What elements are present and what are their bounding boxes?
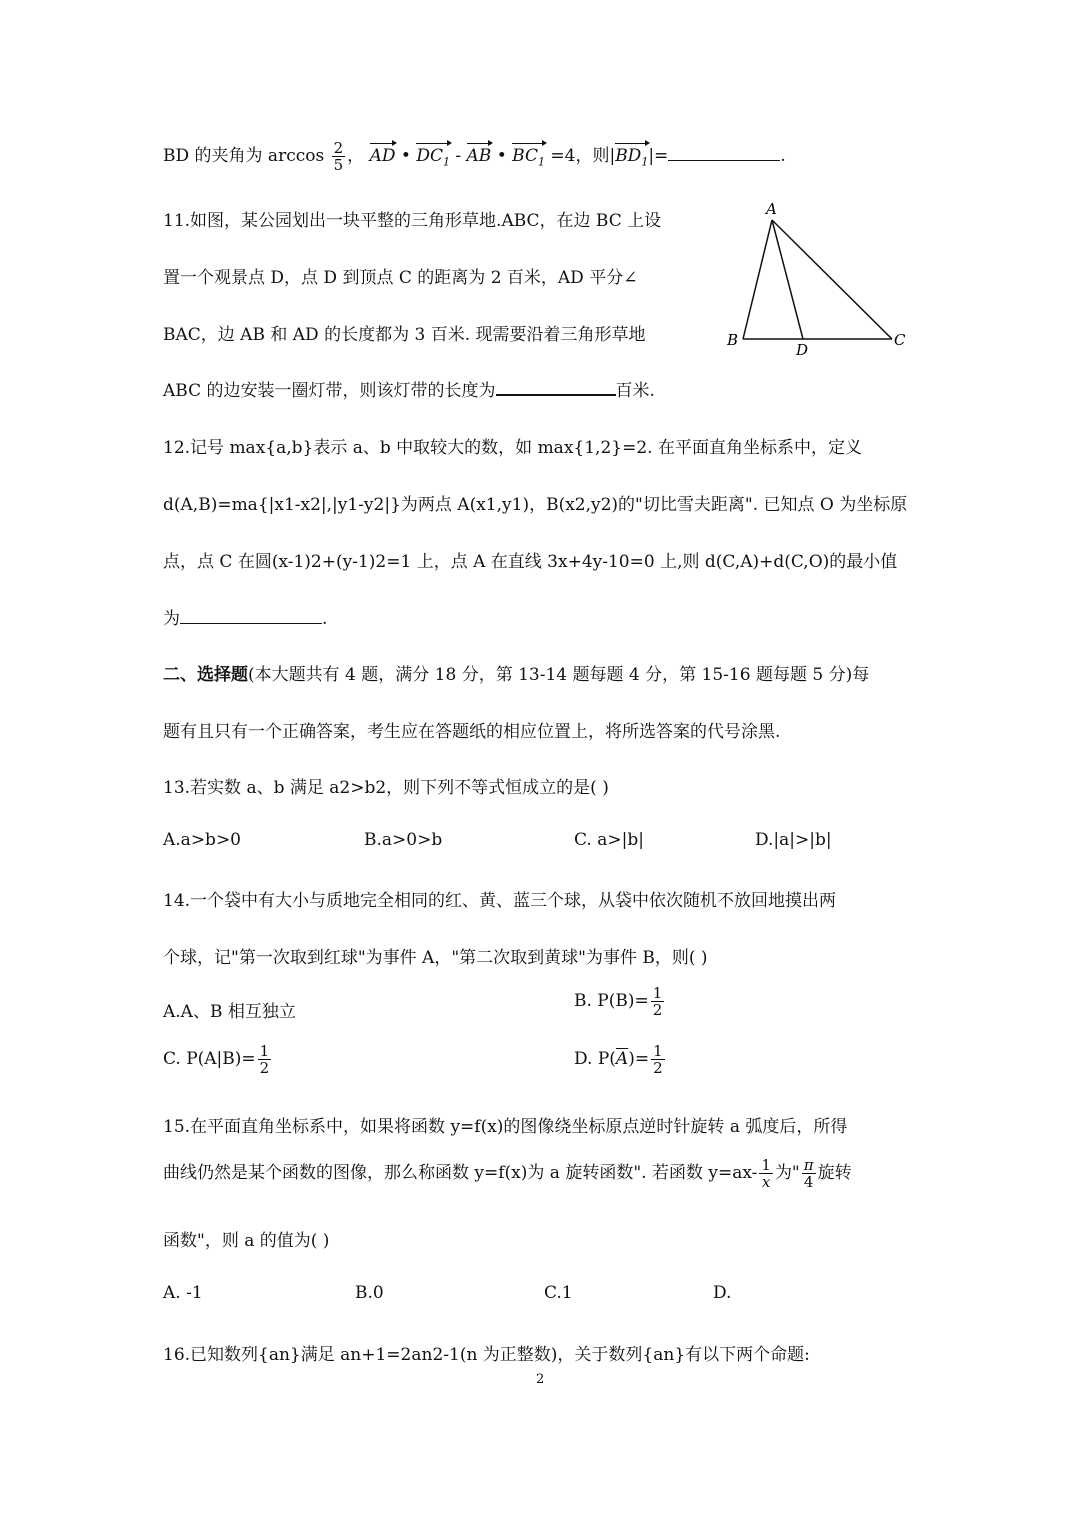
q13-option-b[interactable]: B.a>0>b	[364, 830, 443, 850]
side-AB	[743, 220, 772, 339]
vector-BD1: $BD_1$	[615, 142, 648, 168]
section2-intro-line1: 二、选择题(本大题共有 4 题，满分 18 分，第 13-14 题每题 4 分，第 15-16 题每题 5 分)每	[163, 665, 870, 685]
q15-fraction-pi-over-4: $\frac{\pi}{4}$	[803, 1156, 814, 1191]
q10-text: BD 的夹角为 arccos	[163, 146, 325, 166]
q13-option-c[interactable]: C. a>|b|	[574, 830, 644, 850]
q12-line1: 12.记号 max{a,b}表示 a、b 中取较大的数，如 max{1,2}=2. 在平面直角坐标系中，定义	[163, 438, 862, 458]
q15-line3: 函数"，则 a 的值为( )	[163, 1231, 330, 1251]
section2-heading: 二、选择题	[163, 665, 248, 685]
q12-line4: 为 .	[163, 609, 328, 629]
q12-line3: 点，点 C 在圆(x-1)2+(y-1)2=1 上，点 A 在直线 3x+4y-10=0 上,则 d(C,A)+d(C,O)的最小值	[163, 552, 898, 572]
q11-line4: ABC 的边安装一圈灯带，则该灯带的长度为 百米.	[163, 381, 655, 401]
vector-BC1: $BC_1$	[512, 142, 545, 168]
q16-line1: 16.已知数列{an}满足 an+1=2an2-1(n 为正整数)，关于数列{an}有以下两个命题:	[163, 1345, 810, 1365]
vector-DC1: $DC_1$	[416, 142, 450, 168]
q11-line2: 置一个观景点 D，点 D 到顶点 C 的距离为 2 百米，AD 平分∠	[163, 268, 638, 288]
q13-option-a[interactable]: A.a>b>0	[163, 830, 242, 850]
triangle-figure	[722, 196, 922, 359]
q15-option-d[interactable]: D.	[713, 1283, 732, 1303]
vector-AB: AB	[467, 142, 492, 166]
q14-line2: 个球，记"第一次取到红球"为事件 A，"第二次取到黄球"为事件 B，则( )	[163, 948, 708, 968]
label-A: A	[766, 200, 777, 218]
q15-option-c[interactable]: C.1	[544, 1283, 573, 1303]
q14-line1: 14.一个袋中有大小与质地完全相同的红、黄、蓝三个球，从袋中依次随机不放回地摸出两	[163, 891, 837, 911]
q14-option-a[interactable]: A.A、B 相互独立	[163, 1002, 296, 1022]
q15-fraction-1-over-x: $\frac{1}{x}$	[761, 1156, 771, 1191]
q10-tail-line: BD 的夹角为 arccos $\frac{2}{5}$ ， AD • $DC_1$ - AB • $BC_1 =4$，则$|BD_1|=$ .	[163, 139, 786, 174]
side-AC	[772, 220, 892, 339]
q15-line1: 15.在平面直角坐标系中，如果将函数 y=f(x)的图像绕坐标原点逆时针旋转 a 弧度后，所得	[163, 1117, 848, 1137]
q15-option-b[interactable]: B.0	[355, 1283, 384, 1303]
label-D: D	[796, 341, 809, 359]
complement-A: $\overline{A}$	[615, 1049, 629, 1069]
q12-line2: d(A,B)=ma{|x1-x2|,|y1-y2|}为两点 A(x1,y1)，B(x2,y2)的"切比雪夫距离". 已知点 O 为坐标原	[163, 495, 908, 515]
answer-blank-q11[interactable]	[496, 394, 616, 396]
page-number: 2	[536, 1372, 545, 1387]
q14-option-c[interactable]: C. P(A|B)= $\frac{1}{2}$	[163, 1042, 270, 1077]
answer-blank-q10[interactable]	[668, 160, 780, 161]
q11-line1: 11.如图，某公园划出一块平整的三角形草地.ABC，在边 BC 上设	[163, 211, 662, 231]
section2-intro-line2: 题有且只有一个正确答案，考生应在答题纸的相应位置上，将所选答案的代号涂黑.	[163, 722, 781, 742]
q15-line2: 曲线仍然是某个函数的图像，那么称函数 y=f(x)为 a 旋转函数". 若函数 y=ax- $\frac{1}{x}$ 为" $\frac{\pi}{4}$ 旋转	[163, 1156, 852, 1191]
q13-stem: 13.若实数 a、b 满足 a2>b2，则下列不等式恒成立的是( )	[163, 778, 609, 798]
label-B: B	[727, 331, 739, 349]
q14-option-b[interactable]: B. P(B)= $\frac{1}{2}$	[574, 984, 663, 1019]
answer-blank-q12[interactable]	[180, 623, 322, 624]
q14-option-d[interactable]: D. $P(\overline{A})=$ $\frac{1}{2}$	[574, 1042, 663, 1077]
q13-option-d[interactable]: D.|a|>|b|	[755, 830, 832, 850]
label-C: C	[894, 331, 906, 349]
q11-line3: BAC，边 AB 和 AD 的长度都为 3 百米. 现需要沿着三角形草地	[163, 325, 646, 345]
q15-option-a[interactable]: A. -1	[163, 1283, 203, 1303]
segment-AD	[772, 220, 803, 339]
q10-fraction: $\frac{2}{5}$	[333, 139, 344, 174]
vector-AD: AD	[370, 142, 396, 166]
